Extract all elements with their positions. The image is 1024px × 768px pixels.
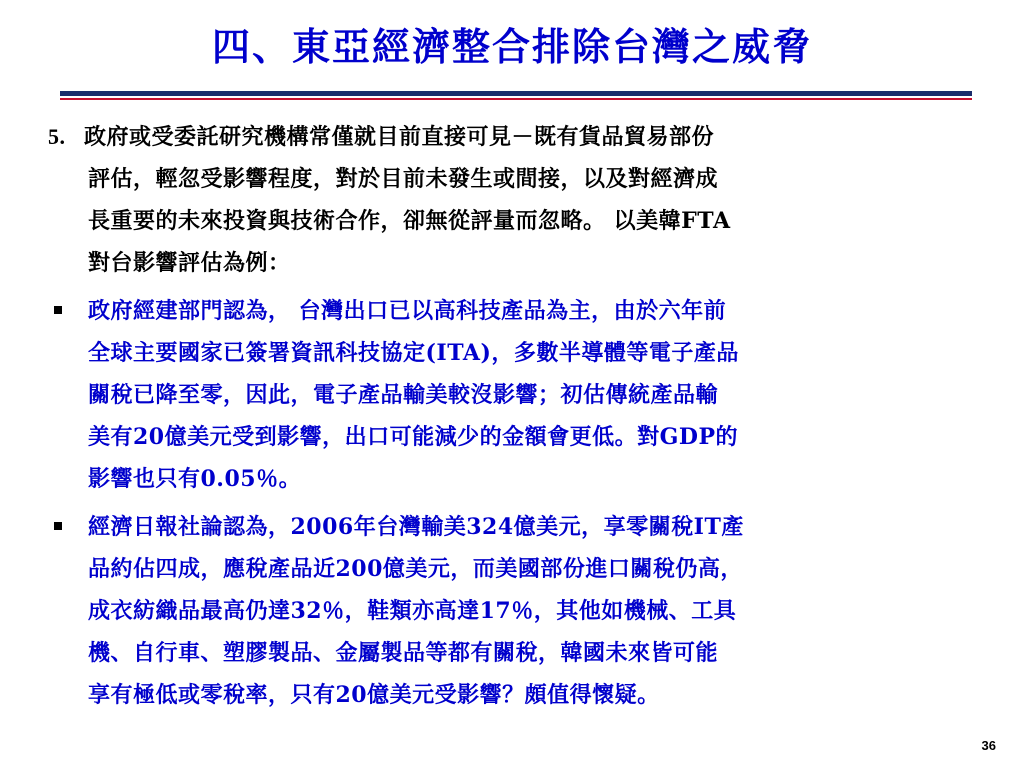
point-5-line-3: 長重要的未來投資與技術合作，卻無從評量而忽略。 以美韓FTA <box>88 208 731 234</box>
bullet-1-line-5: 影響也只有0.05％。 <box>88 466 302 492</box>
point-5 <box>48 116 978 284</box>
bullet-1-line-4: 美有20億美元受到影響，出口可能減少的金額會更低。對GDP的 <box>88 424 739 450</box>
bullet-item-1 <box>48 290 978 500</box>
bullet-2-line-3: 成衣紡織品最高仍達32％，鞋類亦高達17％，其他如機械、工具 <box>88 598 737 624</box>
page-number: 36 <box>981 738 996 753</box>
square-bullet-icon <box>54 306 62 314</box>
bullet-2-line-5: 享有極低或零稅率，只有20億美元受影響？頗值得懷疑。 <box>88 682 660 708</box>
bullet-1-line-2: 全球主要國家已簽署資訊科技協定(ITA)，多數半導體等電子產品 <box>88 340 739 366</box>
bullet-2-line-4: 機、自行車、塑膠製品、金屬製品等都有關稅，韓國未來皆可能 <box>88 640 719 666</box>
bullet-item-2 <box>48 506 978 716</box>
bullet-2-line-1: 經濟日報社論認為，2006年台灣輸美324億美元，享零關稅IT產 <box>88 514 744 540</box>
square-bullet-icon <box>54 522 62 530</box>
title-divider-navy <box>60 91 972 96</box>
bullet-1-line-1: 政府經建部門認為， 台灣出口已以高科技產品為主，由於六年前 <box>88 298 727 324</box>
title-divider-red <box>60 98 972 100</box>
point-5-line-4: 對台影響評估為例： <box>88 250 291 276</box>
point-5-line-2: 評估，輕忽受影響程度，對於目前未發生或間接，以及對經濟成 <box>88 166 719 192</box>
point-5-line-1: 政府或受委託研究機構常僅就目前直接可見－既有貨品貿易部份 <box>84 124 715 150</box>
point-number: 5. <box>48 124 66 149</box>
slide-body <box>48 116 978 716</box>
bullet-2-line-2: 品約佔四成，應稅產品近200億美元，而美國部份進口關稅仍高， <box>88 556 743 582</box>
slide-title: 四、東亞經濟整合排除台灣之威脅 <box>211 24 812 69</box>
bullet-1-line-3: 關稅已降至零，因此，電子產品輸美較沒影響；初估傳統產品輸 <box>88 382 719 408</box>
